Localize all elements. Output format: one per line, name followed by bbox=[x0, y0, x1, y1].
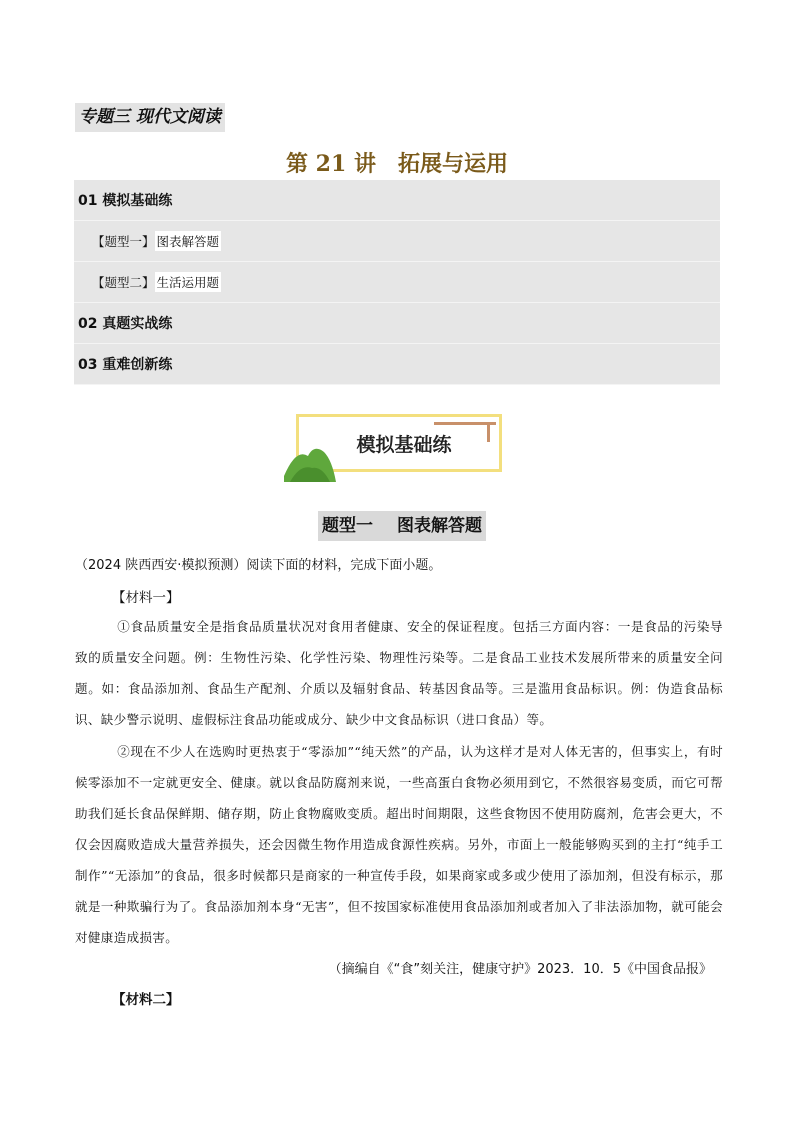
lecture-number: 第 21 讲 bbox=[286, 151, 376, 177]
toc-item-label: 图表解答题 bbox=[155, 231, 222, 251]
banner-title: 模拟基础练 bbox=[356, 434, 452, 456]
toc-item-tag: 【题型二】 bbox=[92, 275, 155, 290]
toc-item-simulation-basic[interactable] bbox=[74, 180, 720, 221]
section-name: 图表解答题 bbox=[397, 516, 482, 536]
toc-item-label: 生活运用题 bbox=[155, 272, 222, 292]
toc-item-label: 03 重难创新练 bbox=[78, 357, 173, 373]
paragraph-two bbox=[75, 736, 723, 953]
toc-item-type-one[interactable] bbox=[74, 221, 720, 262]
paragraph-text: ①食品质量安全是指食品质量状况对食用者健康、安全的保证程度。包括三方面内容：一是食品的污染导致的质量安全问题。例：生物性污染、化学性污染、物理性污染等。二是食品工业技术发展所带来的质量安全问题。如：食品添加剂、食品生产配剂、介质以及辐射食品、转基因食品等。三是滥用食品标识。例：伪造食品标识、缺少警示说明、虚假标注食品功能或成分、缺少中文食品标识（进口食品）等。 bbox=[75, 619, 723, 727]
citation: （摘编自《“食”刻关注，健康守护》2023．10．5《中国食品报》 bbox=[328, 962, 712, 977]
topic-tag: 专题三 现代文阅读 bbox=[75, 103, 225, 132]
toc-item-label: 02 真题实战练 bbox=[78, 316, 173, 332]
question-source: （2024 陕西西安·模拟预测）阅读下面的材料，完成下面小题。 bbox=[75, 558, 442, 573]
toc-item-real-exam[interactable] bbox=[74, 303, 720, 344]
section-number: 题型一 bbox=[322, 516, 373, 536]
section-heading bbox=[318, 511, 486, 541]
material-one-label: 【材料一】 bbox=[112, 590, 180, 606]
lecture-name: 拓展与运用 bbox=[397, 151, 508, 177]
section-banner bbox=[284, 412, 506, 482]
toc-item-tag: 【题型一】 bbox=[92, 234, 155, 249]
table-of-contents bbox=[74, 180, 720, 385]
toc-item-type-two[interactable] bbox=[74, 262, 720, 303]
material-two-label: 【材料二】 bbox=[112, 992, 180, 1008]
toc-item-label: 01 模拟基础练 bbox=[78, 193, 173, 209]
paragraph-one bbox=[75, 611, 723, 735]
lecture-title bbox=[0, 147, 794, 178]
paragraph-text: ②现在不少人在选购时更热衷于“零添加”“纯天然”的产品，认为这样才是对人体无害的，但事实上，有时候零添加不一定就更安全、健康。就以食品防腐剂来说，一些高蛋白食物必须用到它，不然很容易变质，而它可帮助我们延长食品保鲜期、储存期，防止食物腐败变质。超出时间期限，这些食物因不使用防腐剂，危害会更大，不仅会因腐败造成大量营养损失，还会因微生物作用造成食源性疾病。另外，市面上一般能够购买到的主打“纯手工制作”“无添加”的食品，很多时候都只是商家的一种宣传手段，如果商家或多或少使用了添加剂，但没有标示，那就是一种欺骗行为了。食品添加剂本身“无害”，但不按国家标准使用食品添加剂或者加入了非法添加物，就可能会对健康造成损害。 bbox=[75, 744, 723, 945]
toc-item-innovation[interactable] bbox=[74, 344, 720, 385]
